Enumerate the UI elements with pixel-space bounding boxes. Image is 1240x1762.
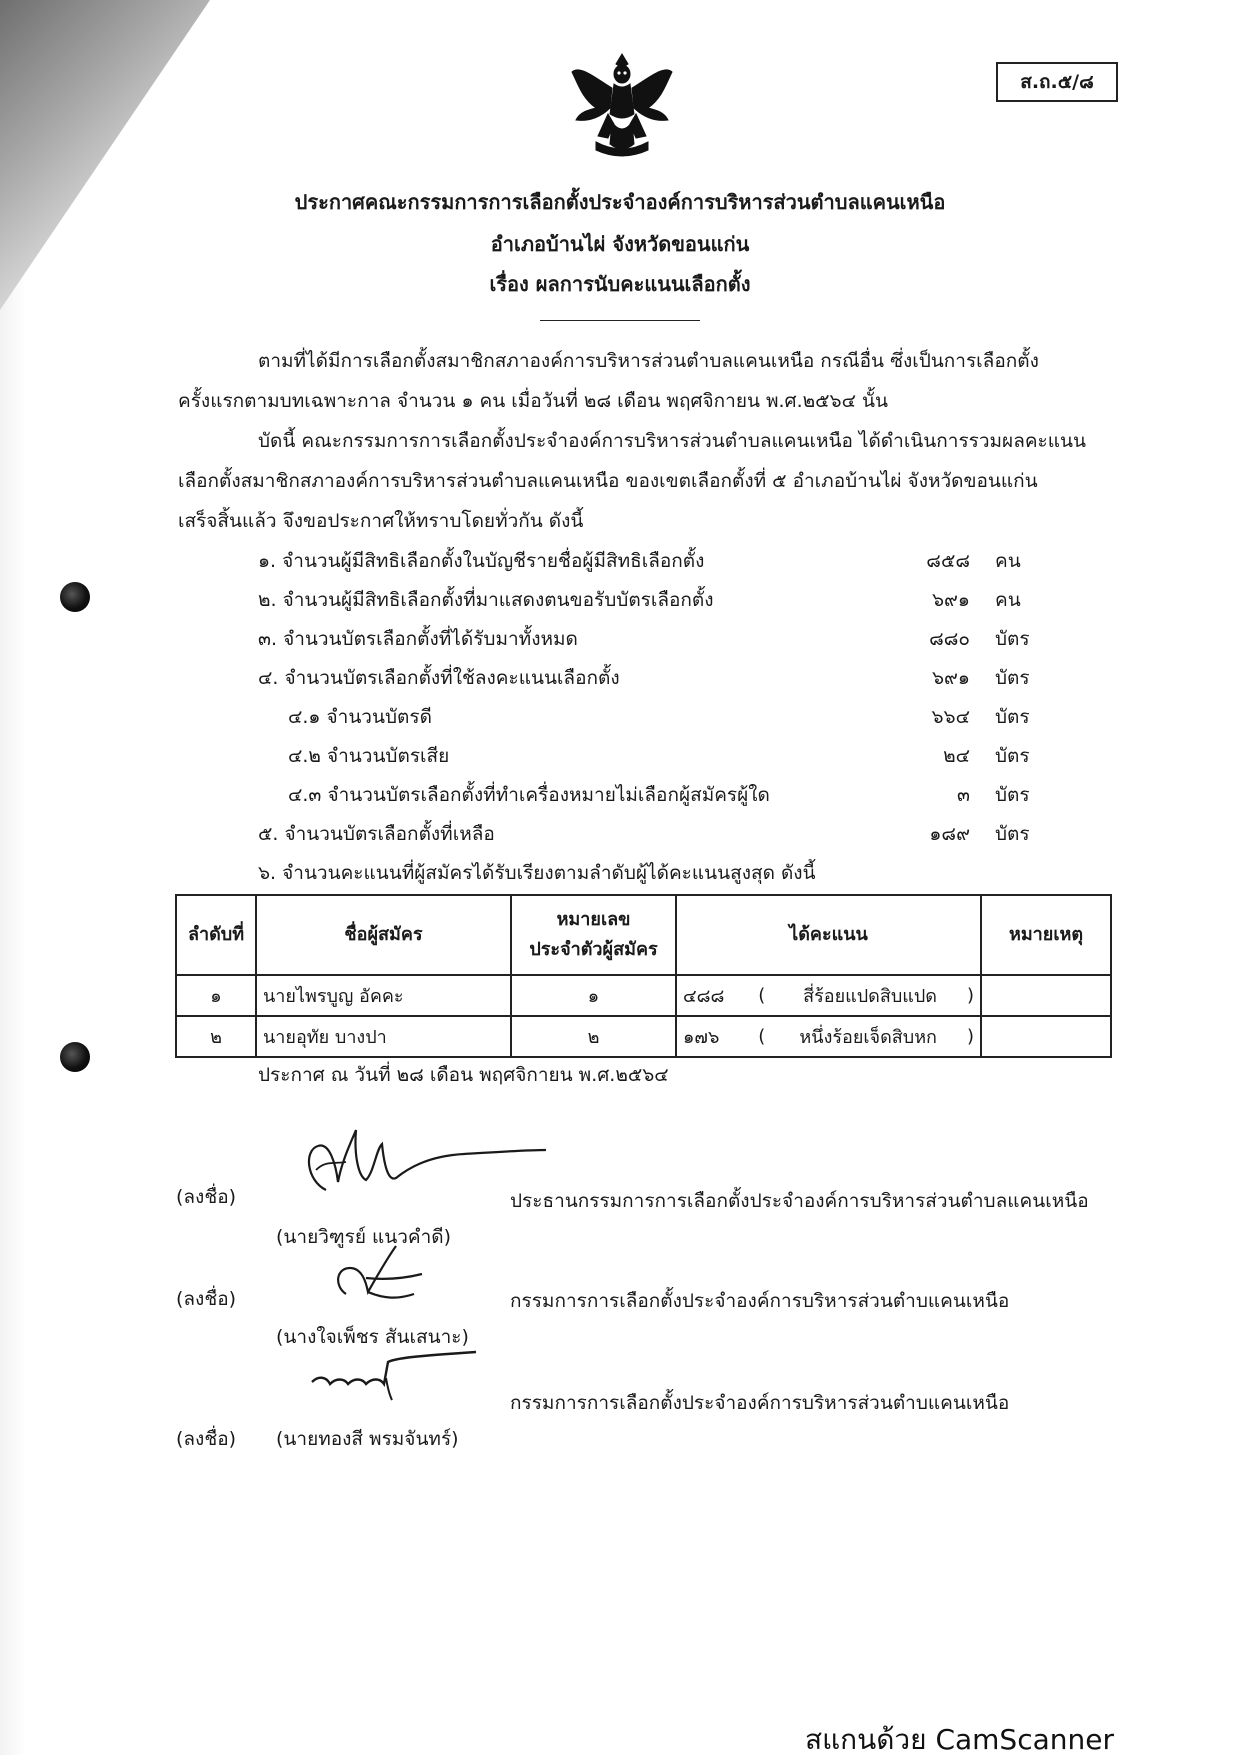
- item-label: ๔.๒ จำนวนบัตรเสีย: [288, 745, 450, 767]
- score-words: หนึ่งร้อยเจ็ดสิบหก: [799, 1027, 937, 1048]
- item-value: ๑๘๙: [929, 823, 970, 845]
- item6-label: ๖. จำนวนคะแนนที่ผู้สมัครได้รับเรียงตามลำดับผู้ได้คะแนนสูงสุด ดังนี้: [258, 862, 816, 884]
- signatory-role: ประธานกรรมการการเลือกตั้งประจำองค์การบริหารส่วนตำบลแคนเหนือ: [510, 1190, 1089, 1212]
- item-label: ๔.๑ จำนวนบัตรดี: [288, 706, 432, 728]
- paragraph1-line2: ครั้งแรกตามบทเฉพาะกาล จำนวน ๑ คน เมื่อวันที่ ๒๘ เดือน พฤศจิกายน พ.ศ.๒๕๖๔ นั้น: [178, 390, 889, 412]
- punch-hole-bottom: [60, 1042, 90, 1072]
- header-title-line3: เรื่อง ผลการนับคะแนนเลือกตั้ง: [489, 272, 751, 296]
- garuda-emblem-icon: [568, 50, 676, 162]
- col-header-note: หมายเหตุ: [981, 895, 1111, 975]
- col-header-number-line2: ประจำตัวผู้สมัคร: [529, 939, 658, 960]
- item-value: ๒๔: [943, 745, 970, 767]
- form-code-box: ส.ถ.๕/๘: [996, 62, 1118, 102]
- punch-hole-top: [60, 582, 90, 612]
- sign-label: (ลงชื่อ): [176, 1428, 237, 1450]
- score-number: ๑๗๖: [683, 1027, 720, 1048]
- item-label: ๕. จำนวนบัตรเลือกตั้งที่เหลือ: [258, 823, 495, 845]
- item-unit: บัตร: [995, 784, 1030, 806]
- item-unit: บัตร: [995, 823, 1030, 845]
- signatory-role: กรรมการการเลือกตั้งประจำองค์การบริหารส่วนตำบแคนเหนือ: [510, 1392, 1010, 1414]
- score-words: สี่ร้อยแปดสิบแปด: [803, 986, 937, 1007]
- item-value: ๘๕๘: [926, 550, 970, 572]
- col-header-score: ได้คะแนน: [676, 895, 981, 975]
- item-label: ๒. จำนวนผู้มีสิทธิเลือกตั้งที่มาแสดงตนขอรับบัตรเลือกตั้ง: [258, 589, 714, 611]
- item-value: ๘๘๐: [929, 628, 970, 650]
- signatory-name: (นายทองสี พรมจันทร์): [276, 1428, 459, 1450]
- item-unit: คน: [995, 589, 1021, 611]
- table-row: [176, 1016, 1111, 1057]
- header-title-line1: ประกาศคณะกรรมการการเลือกตั้งประจำองค์การบริหารส่วนตำบลแคนเหนือ: [294, 190, 946, 214]
- sign-label: (ลงชื่อ): [176, 1288, 237, 1310]
- camscanner-watermark: สแกนด้วย CamScanner: [805, 1723, 1114, 1756]
- cell-score: [676, 975, 981, 1016]
- item-unit: บัตร: [995, 628, 1030, 650]
- cell-note: [981, 1016, 1111, 1057]
- announcement-date: ประกาศ ณ วันที่ ๒๘ เดือน พฤศจิกายน พ.ศ.๒๕๖๔: [258, 1064, 669, 1086]
- item-unit: บัตร: [995, 706, 1030, 728]
- cell-name: นายไพรบูญ อัคคะ: [256, 975, 511, 1016]
- col-header-rank: ลำดับที่: [176, 895, 256, 975]
- folded-page-corner: [0, 0, 210, 310]
- item-value: ๓: [957, 784, 970, 806]
- item-unit: บัตร: [995, 745, 1030, 767]
- signature-3: [306, 1348, 486, 1402]
- sign-label: (ลงชื่อ): [176, 1186, 237, 1208]
- candidate-results-table: [175, 894, 1112, 1058]
- cell-score: [676, 1016, 981, 1057]
- paragraph1-line1: ตามที่ได้มีการเลือกตั้งสมาชิกสภาองค์การบริหารส่วนตำบลแคนเหนือ กรณีอื่น ซึ่งเป็นการเลือกตั้ง: [258, 350, 1039, 372]
- paragraph2-line3: เสร็จสิ้นแล้ว จึงขอประกาศให้ทราบโดยทั่วกัน ดังนี้: [178, 510, 584, 532]
- item-unit: คน: [995, 550, 1021, 572]
- header-divider: [540, 320, 700, 321]
- score-close-paren: ): [966, 1026, 974, 1047]
- paragraph2-line2: เลือกตั้งสมาชิกสภาองค์การบริหารส่วนตำบลแคนเหนือ ของเขตเลือกตั้งที่ ๕ อำเภอบ้านไผ่ จังหวัดขอนแก่น: [178, 470, 1038, 492]
- cell-name: นายอุทัย บางปา: [256, 1016, 511, 1057]
- signatory-name: (นางใจเพ็ชร สันเสนาะ): [276, 1326, 469, 1348]
- item-label: ๔. จำนวนบัตรเลือกตั้งที่ใช้ลงคะแนนเลือกตั้ง: [258, 667, 620, 689]
- header-title-line2: อำเภอบ้านไผ่ จังหวัดขอนแก่น: [490, 232, 750, 256]
- item-label: ๓. จำนวนบัตรเลือกตั้งที่ได้รับมาทั้งหมด: [258, 628, 578, 650]
- cell-rank: ๑: [176, 975, 256, 1016]
- score-close-paren: ): [966, 985, 974, 1006]
- signatory-role: กรรมการการเลือกตั้งประจำองค์การบริหารส่วนตำบแคนเหนือ: [510, 1290, 1010, 1312]
- cell-number: ๒: [511, 1016, 676, 1057]
- score-number: ๔๘๘: [683, 986, 725, 1007]
- item-label: ๑. จำนวนผู้มีสิทธิเลือกตั้งในบัญชีรายชื่อผู้มีสิทธิเลือกตั้ง: [258, 550, 705, 572]
- score-open-paren: (: [758, 985, 766, 1006]
- cell-rank: ๒: [176, 1016, 256, 1057]
- paragraph2-line1: บัดนี้ คณะกรรมการการเลือกตั้งประจำองค์การบริหารส่วนตำบลแคนเหนือ ได้ดำเนินการรวมผลคะแนน: [258, 430, 1086, 452]
- col-header-number: [511, 895, 676, 975]
- col-header-name: ชื่อผู้สมัคร: [256, 895, 511, 975]
- item-unit: บัตร: [995, 667, 1030, 689]
- table-row: [176, 975, 1111, 1016]
- item-value: ๖๖๔: [931, 706, 970, 728]
- signatory-name: (นายวิฑูรย์ แนวคำดี): [276, 1226, 452, 1248]
- signature-2: [326, 1238, 456, 1308]
- item-label: ๔.๓ จำนวนบัตรเลือกตั้งที่ทำเครื่องหมายไม่เลือกผู้สมัครผู้ใด: [288, 784, 770, 806]
- cell-number: ๑: [511, 975, 676, 1016]
- col-header-number-line1: หมายเลข: [556, 909, 631, 930]
- table-header-row: [176, 895, 1111, 975]
- cell-note: [981, 975, 1111, 1016]
- signature-1: [296, 1120, 546, 1206]
- item-value: ๖๙๑: [931, 667, 970, 689]
- item-value: ๖๙๑: [931, 589, 970, 611]
- score-open-paren: (: [758, 1026, 766, 1047]
